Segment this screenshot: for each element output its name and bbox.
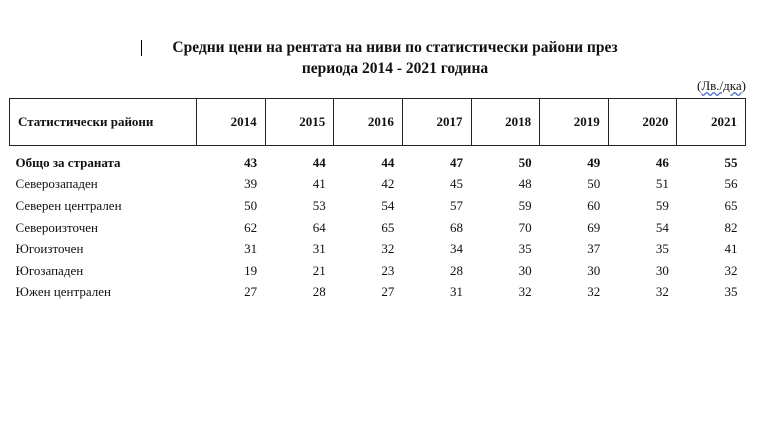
region-column-header: Статистически райони (10, 99, 197, 146)
table-row (10, 260, 746, 282)
value-cell: 31 (244, 241, 258, 257)
value-cell: 49 (587, 154, 601, 170)
table-header-row (10, 99, 746, 146)
value-cell: 44 (312, 154, 326, 170)
value-cell: 57 (450, 197, 463, 213)
year-header: 2016 (334, 99, 403, 146)
value-cell: 55 (724, 154, 738, 170)
value-cell: 31 (312, 241, 326, 257)
value-cell: 45 (450, 176, 463, 192)
value-cell: 65 (381, 219, 395, 235)
value-cell: 47 (450, 154, 463, 170)
value-cell: 30 (587, 262, 601, 278)
value-cell: 59 (518, 197, 532, 213)
value-cell: 31 (450, 284, 463, 300)
year-header: 2021 (677, 99, 746, 146)
unit-label (697, 78, 746, 94)
value-cell: 23 (381, 262, 395, 278)
value-cell: 37 (587, 241, 601, 257)
value-cell: 34 (450, 241, 463, 257)
value-cell: 32 (655, 284, 669, 300)
value-cell: 42 (381, 176, 395, 192)
value-cell: 39 (244, 176, 258, 192)
table-row (10, 238, 746, 260)
table-row (10, 195, 746, 217)
value-cell: 32 (518, 284, 532, 300)
unit-text: Лв./дка (701, 78, 742, 93)
value-cell: 65 (724, 197, 738, 213)
year-header: 2017 (402, 99, 471, 146)
year-header: 2019 (540, 99, 609, 146)
region-name-cell: Югозападен (15, 262, 84, 278)
value-cell: 27 (244, 284, 258, 300)
value-cell: 28 (312, 284, 326, 300)
value-cell: 64 (312, 219, 326, 235)
value-cell: 50 (587, 176, 601, 192)
year-header: 2018 (471, 99, 540, 146)
value-cell: 35 (724, 284, 738, 300)
value-cell: 54 (655, 219, 669, 235)
value-cell: 35 (518, 241, 532, 257)
value-cell: 69 (587, 219, 601, 235)
value-cell: 30 (655, 262, 669, 278)
document-title (0, 37, 768, 79)
table-row-total (10, 146, 746, 174)
value-cell: 30 (518, 262, 532, 278)
unit-open-paren: ( (696, 78, 702, 93)
value-cell: 54 (381, 197, 395, 213)
region-name-cell: Южен централен (15, 284, 111, 300)
year-header: 2014 (197, 99, 266, 146)
year-header: 2015 (265, 99, 334, 146)
value-cell: 56 (724, 176, 738, 192)
value-cell: 46 (655, 154, 669, 170)
region-name-cell: Северозападен (15, 176, 98, 192)
rent-price-table (9, 98, 746, 303)
value-cell: 59 (655, 197, 669, 213)
value-cell: 32 (587, 284, 601, 300)
value-cell: 41 (724, 241, 738, 257)
region-name-cell: Северен централен (15, 197, 122, 213)
value-cell: 50 (518, 154, 532, 170)
title-line-2: периода 2014 - 2021 година (301, 60, 489, 77)
value-cell: 68 (450, 219, 463, 235)
value-cell: 44 (381, 154, 395, 170)
value-cell: 70 (518, 219, 532, 235)
region-name-cell: Югоизточен (15, 241, 84, 257)
value-cell: 82 (724, 219, 738, 235)
table-row (10, 174, 746, 196)
title-line-1: Средни цени на рентата на ниви по статистически райони през (172, 39, 618, 56)
table-row (10, 217, 746, 239)
value-cell: 48 (518, 176, 532, 192)
value-cell: 60 (587, 197, 601, 213)
value-cell: 50 (244, 197, 258, 213)
unit-close-paren: ) (741, 78, 746, 93)
value-cell: 41 (312, 176, 326, 192)
value-cell: 32 (724, 262, 738, 278)
value-cell: 27 (381, 284, 395, 300)
region-name-cell: Общо за страната (15, 154, 121, 170)
region-name-cell: Североизточен (15, 219, 98, 235)
value-cell: 62 (244, 219, 258, 235)
table-row (10, 282, 746, 304)
value-cell: 51 (655, 176, 669, 192)
value-cell: 19 (244, 262, 258, 278)
year-header: 2020 (608, 99, 677, 146)
value-cell: 21 (312, 262, 326, 278)
value-cell: 43 (244, 154, 258, 170)
value-cell: 32 (381, 241, 395, 257)
value-cell: 35 (655, 241, 669, 257)
value-cell: 53 (312, 197, 326, 213)
value-cell: 28 (450, 262, 463, 278)
